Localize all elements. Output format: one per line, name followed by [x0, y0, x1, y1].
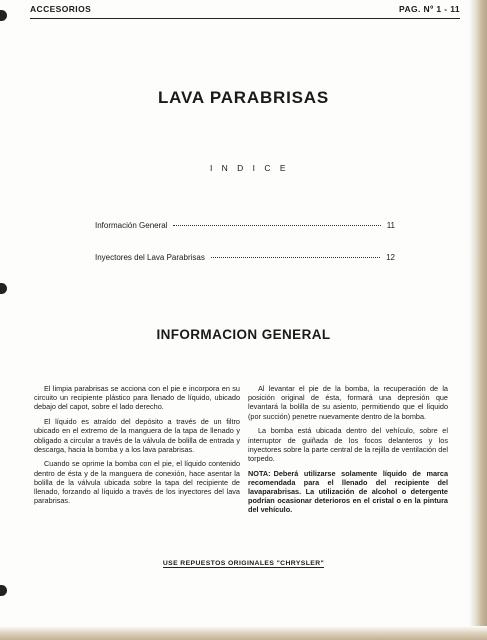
index-entry [95, 253, 395, 265]
paragraph: La bomba está ubicada dentro del vehículo, sobre el interruptor de guiñada de los focos delanteros y los inyectores sobre la parte central de la rejilla de ventilación del torpedo. [248, 426, 448, 463]
left-column [34, 384, 240, 511]
index-leader-dots [211, 256, 380, 258]
note-label: NOTA: [248, 468, 271, 478]
index-entry-page: 12 [386, 253, 395, 262]
right-column [248, 384, 448, 520]
binder-hole [0, 10, 7, 21]
paragraph: Al levantar el pie de la bomba, la recuperación de la posición original de ésta, formará una depresión que levantará la bolilla de su asiento, permitiendo que el líquido (por succión) penetre nuevamente dentro de la bomba. [248, 384, 448, 421]
index-entry-page: 11 [386, 221, 395, 230]
index-entry [95, 221, 395, 233]
paragraph: Cuando se oprime la bomba con el pie, el líquido contenido dentro de ésta y de la manguera de conexión, hace asentar la bolilla de la válvula ubicada sobre la tapa del recipiente de llenado, forzando al líquido a través de los inyectores del lava parabrisas. [34, 459, 240, 506]
paragraph: El limpia parabrisas se acciona con el pie e incorpora en su circuito un recipiente plástico para llenado de líquido, ubicado debajo del capot, sobre el lado derecho. [34, 384, 240, 412]
page-header [30, 4, 460, 19]
index-leader-dots [173, 224, 380, 226]
footer-text: USE REPUESTOS ORIGINALES "CHRYSLER" [162, 560, 325, 567]
index-entry-label: Información General [95, 221, 168, 230]
page-footer [0, 560, 487, 567]
header-page-number: PAG. Nº 1 - 11 [399, 4, 460, 14]
paragraph: El líquido es atraído del depósito a través de un filtro ubicado en el extremo de la manguera de la tapa de llenado y obligado a circular a través de la válvula de bolilla de entrada y descarga, hacia la bomba y a los lava parabrisas. [34, 417, 240, 454]
page-bottom-edge [0, 626, 487, 640]
header-section: ACCESORIOS [30, 4, 92, 14]
binder-hole [0, 283, 7, 294]
index-heading: I N D I C E [209, 163, 290, 173]
note-paragraph [248, 469, 448, 515]
index-entry-label: Inyectores del Lava Parabrisas [95, 253, 205, 262]
page-title: LAVA PARABRISAS [158, 88, 329, 107]
section-title: INFORMACION GENERAL [156, 327, 331, 342]
binder-hole [0, 585, 7, 596]
note-text: Deberá utilizarse solamente líquido de marca recomendada para el llenado del recipiente del lavaparabrisas. La utilización de alcohol o detergente podrían ocasionar deterioros en el cristal o en la pintura del vehículo. [248, 468, 448, 515]
